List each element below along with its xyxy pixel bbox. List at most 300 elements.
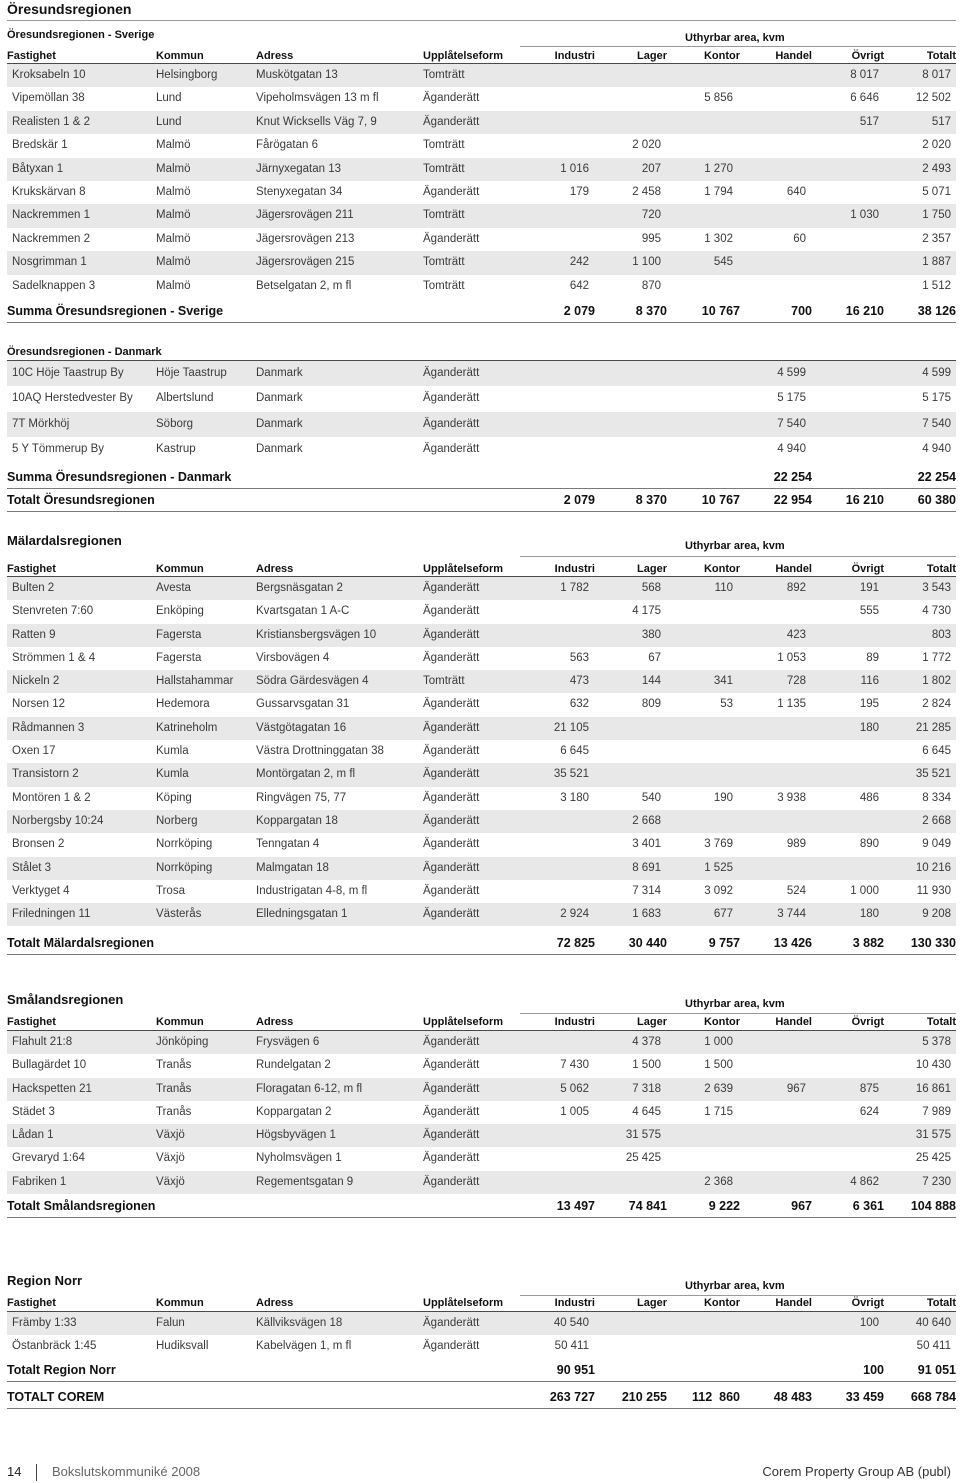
table-row: [7, 693, 956, 716]
cell-totalt: 10 216: [915, 861, 951, 874]
cell-ovrigt: 116: [860, 675, 879, 688]
cell-handel: 967: [786, 1082, 806, 1095]
table-row: [7, 361, 956, 386]
cell-totalt: 5 175: [922, 392, 951, 405]
cell-fastighet: Nosgrimman 1: [12, 256, 87, 269]
summary-kontor: 112 860: [692, 1390, 740, 1404]
cell-kommun: Malmö: [156, 162, 191, 175]
cell-lager: 720: [641, 209, 661, 222]
cell-handel: 1 053: [777, 651, 806, 664]
table-header: [7, 562, 956, 576]
cell-totalt: 12 502: [915, 92, 951, 105]
cell-adress: Regementsgatan 9: [256, 1175, 354, 1188]
cell-adress: Bergsnäsgatan 2: [256, 582, 343, 594]
cell-adress: Västgötagatan 16: [256, 721, 347, 734]
footer-divider: [36, 1464, 37, 1481]
cell-upplatelseform: Tomträtt: [423, 675, 465, 688]
column-header-kontor: Kontor: [703, 1297, 740, 1309]
cell-adress: Södra Gärdesvägen 4: [256, 675, 369, 688]
cell-adress: Jägersrovägen 215: [256, 256, 355, 269]
cell-fastighet: Nackremmen 2: [12, 232, 90, 245]
column-header-upplatelseform: Upplåtelseform: [423, 50, 504, 62]
cell-upplatelseform: Äganderätt: [423, 861, 480, 874]
cell-fastighet: Krukskärvan 8: [12, 185, 86, 198]
cell-upplatelseform: Tomträtt: [423, 139, 465, 152]
cell-adress: Fårögatan 6: [256, 139, 319, 152]
cell-adress: Kvartsgatan 1 A-C: [256, 605, 350, 618]
cell-totalt: 25 425: [915, 1152, 951, 1165]
column-header-handel: Handel: [775, 1016, 812, 1028]
cell-adress: Koppargatan 18: [256, 814, 338, 827]
cell-kontor: 1 000: [704, 1036, 733, 1048]
summary-lager: 74 841: [628, 1199, 667, 1213]
cell-adress: Koppargatan 2: [256, 1105, 332, 1118]
column-header-adress: Adress: [256, 563, 294, 575]
cell-fastighet: Strömmen 1 & 4: [12, 651, 96, 664]
cell-lager: 25 425: [625, 1152, 661, 1165]
cell-totalt: 5 378: [922, 1036, 951, 1048]
cell-kommun: Norrköping: [156, 838, 213, 851]
cell-fastighet: 5 Y Tömmerup By: [12, 442, 105, 455]
cell-adress: Betselgatan 2, m fl: [256, 279, 352, 292]
cell-fastighet: Friledningen 11: [12, 908, 91, 921]
cell-ovrigt: 555: [859, 605, 879, 618]
cell-fastighet: 10AQ Herstedvester By: [12, 392, 133, 405]
cell-adress: Ringvägen 75, 77: [256, 791, 347, 804]
cell-kommun: Falun: [156, 1317, 185, 1329]
cell-totalt: 9 049: [922, 838, 951, 851]
cell-industri: 473: [569, 675, 589, 688]
table-row: [7, 647, 956, 670]
cell-kommun: Malmö: [156, 232, 191, 245]
cell-upplatelseform: Tomträtt: [423, 162, 465, 175]
cell-upplatelseform: Äganderätt: [423, 651, 480, 664]
summary-row-danmark: [7, 466, 956, 489]
column-header-totalt: Totalt: [926, 563, 956, 575]
cell-kommun: Jönköping: [156, 1036, 209, 1048]
cell-fastighet: Hackspetten 21: [12, 1082, 92, 1095]
table-body-norr: [7, 1312, 956, 1358]
cell-totalt: 1 772: [922, 651, 951, 664]
page-number: 14: [7, 1464, 22, 1479]
cell-fastighet: Bullagärdet 10: [12, 1059, 87, 1072]
column-header-upplatelseform: Upplåtelseform: [423, 563, 504, 575]
summary-ovrigt: 3 882: [852, 936, 884, 950]
column-header-ovrigt: Övrigt: [851, 50, 884, 62]
cell-handel: 1 135: [777, 698, 806, 711]
cell-handel: 4 940: [777, 442, 806, 455]
cell-upplatelseform: Äganderätt: [423, 1082, 480, 1095]
cell-lager: 540: [641, 791, 661, 804]
cell-ovrigt: 180: [859, 908, 879, 921]
cell-totalt: 7 230: [922, 1175, 951, 1188]
cell-kommun: Växjö: [156, 1175, 185, 1188]
cell-lager: 7 318: [632, 1082, 661, 1095]
cell-ovrigt: 180: [859, 721, 879, 734]
column-header-handel: Handel: [775, 50, 812, 62]
cell-totalt: 2 824: [922, 698, 951, 711]
cell-fastighet: Nackremmen 1: [12, 209, 90, 222]
cell-adress: Tenngatan 4: [256, 838, 320, 851]
column-header-lager: Lager: [637, 1297, 667, 1309]
region-title-oresund: Öresundsregionen: [7, 1, 132, 17]
cell-ovrigt: 8 017: [850, 69, 879, 81]
company-name: Corem Property Group AB (publ): [762, 1464, 951, 1479]
column-header-fastighet: Fastighet: [7, 1297, 56, 1309]
column-header-upplatelseform: Upplåtelseform: [423, 1297, 504, 1309]
column-header-kontor: Kontor: [703, 1016, 740, 1028]
cell-kommun: Växjö: [156, 1152, 185, 1165]
summary-ovrigt: 100: [863, 1363, 884, 1377]
table-body-malardal: [7, 577, 956, 926]
table-row: [7, 833, 956, 856]
cell-lager: 870: [641, 279, 661, 292]
column-header-handel: Handel: [775, 563, 812, 575]
table-row: [7, 437, 956, 462]
cell-totalt: 9 208: [922, 908, 951, 921]
cell-kommun: Kumla: [156, 745, 189, 758]
cell-upplatelseform: Äganderätt: [423, 605, 480, 618]
column-header-lager: Lager: [637, 1016, 667, 1028]
cell-industri: 2 924: [560, 908, 589, 921]
cell-fastighet: Grevaryd 1:64: [12, 1152, 85, 1165]
cell-handel: 640: [786, 185, 806, 198]
cell-totalt: 803: [931, 628, 951, 641]
cell-ovrigt: 191: [859, 582, 879, 594]
summary-ovrigt: 6 361: [852, 1199, 884, 1213]
table-header: [7, 1296, 956, 1310]
cell-ovrigt: 6 646: [850, 92, 879, 105]
table-row: [7, 1124, 956, 1147]
summary-lager: 210 255: [621, 1390, 667, 1404]
cell-kontor: 3 092: [704, 884, 733, 897]
cell-adress: Muskötgatan 13: [256, 69, 338, 81]
summary-totalt: 104 888: [910, 1199, 956, 1213]
table-row: [7, 600, 956, 623]
cell-adress: Västra Drottninggatan 38: [256, 745, 384, 758]
cell-kommun: Söborg: [156, 417, 194, 430]
cell-handel: 4 599: [777, 367, 806, 379]
cell-fastighet: Transistorn 2: [12, 768, 79, 781]
summary-label: Totalt Region Norr: [7, 1363, 116, 1377]
cell-handel: 60: [793, 232, 806, 245]
cell-adress: Danmark: [256, 417, 303, 430]
cell-kommun: Hallstahammar: [156, 675, 234, 688]
publication-name: Bokslutskommuniké 2008: [52, 1464, 201, 1479]
cell-adress: Industrigatan 4-8, m fl: [256, 884, 368, 897]
cell-totalt: 3 543: [922, 582, 951, 594]
cell-fastighet: Montören 1 & 2: [12, 791, 91, 804]
table-body-sverige: [7, 64, 956, 298]
cell-fastighet: Kroksabeln 10: [12, 69, 86, 81]
cell-ovrigt: 100: [859, 1317, 879, 1329]
summary-totalt: 91 051: [917, 1363, 956, 1377]
cell-fastighet: Bronsen 2: [12, 838, 65, 851]
cell-upplatelseform: Äganderätt: [423, 1036, 480, 1048]
cell-handel: 3 938: [777, 791, 806, 804]
column-header-fastighet: Fastighet: [7, 1016, 56, 1028]
cell-lager: 4 175: [632, 605, 661, 618]
cell-adress: Gussarvsgatan 31: [256, 698, 350, 711]
cell-fastighet: Vipemöllan 38: [12, 92, 85, 105]
cell-totalt: 1 750: [922, 209, 951, 222]
cell-adress: Montörgatan 2, m fl: [256, 768, 356, 781]
cell-kontor: 2 639: [704, 1082, 733, 1095]
column-header-industri: Industri: [554, 50, 595, 62]
cell-industri: 1 782: [560, 582, 589, 594]
table-row: [7, 275, 956, 298]
cell-kommun: Malmö: [156, 209, 191, 222]
cell-kommun: Tranås: [156, 1082, 192, 1095]
cell-totalt: 4 599: [922, 367, 951, 379]
summary-ovrigt: 33 459: [845, 1390, 884, 1404]
area-rule: [520, 1013, 956, 1014]
column-header-fastighet: Fastighet: [7, 50, 56, 62]
cell-adress: Källviksvägen 18: [256, 1317, 343, 1329]
cell-kommun: Malmö: [156, 279, 191, 292]
summary-handel: 48 483: [773, 1390, 812, 1404]
cell-industri: 3 180: [560, 791, 589, 804]
column-header-kommun: Kommun: [156, 1297, 204, 1309]
cell-lager: 568: [641, 582, 661, 594]
summary-kontor: 9 757: [708, 936, 740, 950]
area-rule: [520, 556, 956, 557]
cell-totalt: 1 802: [922, 675, 951, 688]
cell-kontor: 677: [713, 908, 733, 921]
cell-totalt: 4 730: [922, 605, 951, 618]
cell-handel: 7 540: [777, 417, 806, 430]
cell-totalt: 8 017: [922, 69, 951, 81]
column-header-handel: Handel: [775, 1297, 812, 1309]
cell-lager: 67: [648, 651, 661, 664]
cell-upplatelseform: Äganderätt: [423, 185, 480, 198]
region-title-smaland: Smålandsregionen: [7, 992, 124, 1007]
column-header-industri: Industri: [554, 1297, 595, 1309]
summary-label: Summa Öresundsregionen - Danmark: [7, 470, 232, 484]
cell-industri: 1 016: [560, 162, 589, 175]
cell-kontor: 341: [713, 675, 733, 688]
cell-lager: 2 668: [632, 814, 661, 827]
column-header-lager: Lager: [637, 563, 667, 575]
cell-adress: Knut Wicksells Väg 7, 9: [256, 115, 377, 128]
summary-industri: 72 825: [556, 936, 595, 950]
table-row: [7, 740, 956, 763]
column-header-totalt: Totalt: [926, 1297, 956, 1309]
cell-industri: 40 540: [553, 1317, 589, 1329]
region-title-malardal: Mälardalsregionen: [7, 533, 122, 548]
cell-handel: 5 175: [777, 392, 806, 405]
cell-adress: Rundelgatan 2: [256, 1059, 331, 1072]
column-header-adress: Adress: [256, 1297, 294, 1309]
summary-handel: 967: [791, 1199, 812, 1213]
table-row: [7, 670, 956, 693]
table-row: [7, 181, 956, 204]
summary-handel: 22 254: [773, 470, 812, 484]
cell-ovrigt: 89: [866, 651, 879, 664]
summary-totalt: 668 784: [910, 1390, 956, 1404]
cell-totalt: 21 285: [915, 721, 951, 734]
cell-industri: 21 105: [553, 721, 589, 734]
cell-kommun: Fagersta: [156, 651, 202, 664]
cell-kontor: 545: [713, 256, 733, 269]
cell-kommun: Trosa: [156, 884, 185, 897]
cell-totalt: 31 575: [915, 1129, 951, 1142]
cell-ovrigt: 1 030: [850, 209, 879, 222]
column-header-kommun: Kommun: [156, 563, 204, 575]
summary-industri: 263 727: [549, 1390, 595, 1404]
cell-adress: Jägersrovägen 211: [256, 209, 354, 222]
cell-fastighet: Nickeln 2: [12, 675, 60, 688]
cell-totalt: 10 430: [915, 1059, 951, 1072]
table-row: [7, 386, 956, 411]
summary-handel: 13 426: [773, 936, 812, 950]
table-row: [7, 1078, 956, 1101]
cell-upplatelseform: Äganderätt: [423, 232, 480, 245]
cell-kommun: Lund: [156, 92, 182, 105]
summary-totalt: 38 126: [917, 304, 956, 318]
table-row: [7, 204, 956, 227]
cell-kommun: Kastrup: [156, 442, 196, 455]
cell-kommun: Enköping: [156, 605, 204, 618]
cell-fastighet: Rådmannen 3: [12, 721, 85, 734]
cell-fastighet: Främby 1:33: [12, 1317, 77, 1329]
cell-upplatelseform: Äganderätt: [423, 838, 480, 851]
cell-upplatelseform: Äganderätt: [423, 582, 480, 594]
cell-fastighet: Stenvreten 7:60: [12, 605, 94, 618]
cell-handel: 728: [786, 675, 806, 688]
summary-row-sverige: [7, 300, 956, 323]
cell-upplatelseform: Äganderätt: [423, 698, 480, 711]
cell-adress: Virsbovägen 4: [256, 651, 330, 664]
cell-kommun: Lund: [156, 115, 182, 128]
cell-kommun: Hedemora: [156, 698, 210, 711]
cell-totalt: 50 411: [916, 1340, 951, 1352]
summary-industri: 2 079: [563, 493, 595, 507]
column-header-ovrigt: Övrigt: [851, 1297, 884, 1309]
cell-industri: 242: [569, 256, 589, 269]
summary-label: Summa Öresundsregionen - Sverige: [7, 304, 224, 318]
cell-kontor: 1 500: [704, 1059, 733, 1072]
cell-kontor: 1 270: [704, 162, 733, 175]
area-label: Uthyrbar area, kvm: [685, 540, 785, 552]
table-row: [7, 1054, 956, 1077]
cell-lager: 2 458: [632, 185, 661, 198]
area-label: Uthyrbar area, kvm: [685, 1280, 785, 1292]
table-header: [7, 49, 956, 63]
cell-kommun: Malmö: [156, 256, 191, 269]
table-row: [7, 1147, 956, 1170]
title-rule: [7, 20, 956, 21]
cell-fastighet: Lådan 1: [12, 1129, 54, 1142]
cell-lager: 1 683: [632, 908, 661, 921]
table-row: [7, 1101, 956, 1124]
table-row: [7, 251, 956, 274]
cell-industri: 1 005: [560, 1105, 589, 1118]
cell-fastighet: Oxen 17: [12, 745, 56, 758]
table-row: [7, 857, 956, 880]
cell-adress: Nyholmsvägen 1: [256, 1152, 342, 1165]
cell-industri: 179: [569, 185, 589, 198]
table-row: [7, 1312, 956, 1335]
column-header-kommun: Kommun: [156, 1016, 204, 1028]
column-header-kontor: Kontor: [703, 563, 740, 575]
cell-industri: 35 521: [553, 768, 589, 781]
cell-kommun: Malmö: [156, 185, 191, 198]
cell-totalt: 7 540: [922, 417, 951, 430]
cell-adress: Stenyxegatan 34: [256, 185, 343, 198]
cell-ovrigt: 624: [859, 1105, 879, 1118]
cell-adress: Jägersrovägen 213: [256, 232, 355, 245]
area-label: Uthyrbar area, kvm: [685, 32, 785, 44]
cell-handel: 892: [786, 582, 806, 594]
cell-lager: 144: [641, 675, 661, 688]
area-rule: [520, 46, 956, 47]
table-row: [7, 903, 956, 926]
cell-industri: 563: [569, 651, 589, 664]
table-row: [7, 624, 956, 647]
cell-lager: 7 314: [632, 884, 661, 897]
table-row: [7, 1335, 956, 1358]
cell-adress: Danmark: [256, 392, 303, 405]
column-header-kommun: Kommun: [156, 50, 204, 62]
cell-upplatelseform: Tomträtt: [423, 69, 465, 81]
cell-kommun: Växjö: [156, 1129, 185, 1142]
cell-totalt: 8 334: [922, 791, 951, 804]
cell-fastighet: Norbergsby 10:24: [12, 814, 104, 827]
cell-upplatelseform: Äganderätt: [423, 768, 480, 781]
cell-adress: Kabelvägen 1, m fl: [256, 1340, 352, 1352]
cell-upplatelseform: Äganderätt: [423, 1152, 480, 1165]
total-row-malardal: [7, 932, 956, 955]
table-row: [7, 880, 956, 903]
summary-kontor: 10 767: [701, 493, 740, 507]
table-row: [7, 1031, 956, 1054]
cell-totalt: 6 645: [922, 745, 951, 758]
column-header-industri: Industri: [554, 1016, 595, 1028]
cell-upplatelseform: Äganderätt: [423, 814, 480, 827]
region-title-norr: Region Norr: [7, 1273, 83, 1288]
cell-kommun: Norberg: [156, 814, 198, 827]
table-body-smaland: [7, 1031, 956, 1194]
cell-upplatelseform: Äganderätt: [423, 1105, 480, 1118]
summary-ovrigt: 16 210: [845, 304, 884, 318]
summary-totalt: 130 330: [910, 936, 956, 950]
cell-upplatelseform: Äganderätt: [423, 442, 480, 455]
cell-totalt: 1 512: [922, 279, 951, 292]
cell-handel: 989: [786, 838, 806, 851]
cell-ovrigt: 4 862: [850, 1175, 879, 1188]
cell-adress: Danmark: [256, 367, 303, 379]
cell-fastighet: Båtyxan 1: [12, 162, 64, 175]
cell-kommun: Västerås: [156, 908, 202, 921]
column-header-totalt: Totalt: [926, 1016, 956, 1028]
table-row: [7, 763, 956, 786]
cell-ovrigt: 1 000: [850, 884, 879, 897]
cell-industri: 7 430: [560, 1059, 589, 1072]
cell-fastighet: Bredskär 1: [12, 139, 68, 152]
cell-industri: 6 645: [560, 745, 589, 758]
cell-upplatelseform: Äganderätt: [423, 1340, 480, 1352]
summary-lager: 8 370: [635, 493, 667, 507]
cell-industri: 632: [569, 698, 589, 711]
cell-kontor: 3 769: [704, 838, 733, 851]
column-header-adress: Adress: [256, 1016, 294, 1028]
area-label: Uthyrbar area, kvm: [685, 998, 785, 1010]
column-header-kontor: Kontor: [703, 50, 740, 62]
table-row: [7, 158, 956, 181]
cell-fastighet: Bulten 2: [12, 582, 55, 594]
table-row: [7, 87, 956, 110]
